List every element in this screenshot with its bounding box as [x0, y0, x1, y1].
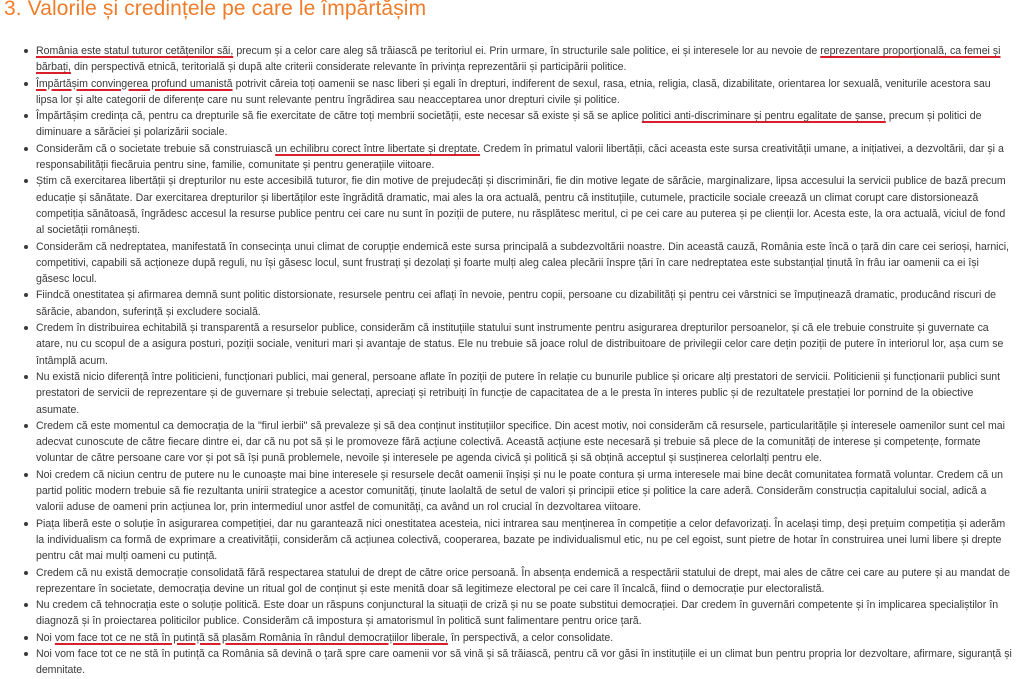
item-text: potrivit căreia toți oamenii se nasc liberi și egali în drepturi, indiferent de sexul, rasa, etnia, religia, clasă, dizabilitate, orientarea lor sexuală, veniturile acestora sau lipsa lor și alte categorii de diferențe care nu sunt relevante pentru îngrădirea sau neacceptarea unor drepturi civile și politice.: [36, 77, 991, 106]
item-text: Noi credem că niciun centru de putere nu le cunoaște mai bine interesele și resursele decât oamenii înșiși și nu le poate contura și urma interesele mai bine decât comunitatea formată voluntar. Credem că un partid politic modern trebuie să fie rezultanta unirii strategice a acestor comunități, ținute laolaltă de setul de valori și principii etice și politice la care aderă. Considerăm construcția capitalului social, adică a valorii aduse de oameni prin acțiunea lor, prin intermediul unor astfel de comunități, ca având un rol crucial în dezvoltarea viitoare.: [36, 468, 1003, 514]
item-text: precum și politici de diminuare a sărăciei și polarizării sociale.: [36, 110, 982, 139]
item-text: precum și a celor care aleg să trăiască pe teritoriul ei. Prin urmare, în structurile sale politice, ei și interesele lor au nevoie de: [233, 45, 821, 57]
underlined-phrase: România este statul tuturor cetățenilor săi,: [36, 45, 234, 57]
list-item: [20, 418, 1012, 467]
item-text: Considerăm că nedreptatea, manifestată în consecința unui climat de corupție endemică este sursa principală a subdezvoltării noastre. Din această cauză, România este încă o țară din care cei serioși, harnici, competitivi, capabili să acționeze după reguli, nu își găsesc locul, sunt frustrați și dezolați și foarte mulți aleg calea plecării înspre țări în care nedreptatea este substanțial ținută în frâu iar oamenii ca ei își găsesc locul.: [36, 240, 1009, 286]
underlined-phrase: Împărtășim convingerea profund umanistă: [36, 77, 233, 90]
list-item: [20, 141, 1012, 174]
list-item: [20, 369, 1012, 418]
item-text: în perspectivă, a celor consolidate.: [447, 631, 614, 644]
item-text: Considerăm că o societate trebuie să construiască: [36, 142, 276, 155]
underlined-phrase: politici anti-discriminare și pentru egalitate de șanse,: [641, 110, 886, 123]
item-text: Credem că nu există democrație consolidată fără respectarea statului de drept de către orice persoană. În absența endemică a respectării statului de drept, mai ales de către cei care au putere și au mandat de reprezentare în societate, democrația devine un ritual gol de conținut și este menită doar să legitimeze electoral pe cei care îl încalcă, fiind o democrație pur electoralistă.: [36, 566, 1010, 595]
list-item: [20, 287, 1012, 320]
item-text: Credem că este momentul ca democrația de la "firul ierbii" să prevaleze și să dea conținut instituțiilor specifice. Din acest motiv, noi considerăm că resursele, particularitățile și interesele oamenilor sunt cel mai adecvat cunoscute de către fiecare dintre ei, dar că nu pot să și le promoveze fără acțiune colectivă. Această acțiune este necesară și trebuie să plece de la comunități de interese și competențe, formate voluntar de către persoane care vor și pot să își pună problemele, nevoile și interesele pe agenda civică și politică și să obțină acceptul și susținerea celorlalți pentru ele.: [36, 419, 1005, 465]
item-text: Credem în distribuirea echitabilă și transparentă a resurselor publice, considerăm că instituțiile statului sunt instrumente pentru asigurarea drepturilor persoanelor, și că ele trebuie construite și guvernate ca atare, nu cu scopul de a asigura posturi, poziții sociale, venituri mari și avantaje de status. Ele nu trebuie să joace rolul de distribuitoare de privilegii celor care dețin poziții de putere în interiorul lor, așa cum se întâmplă acum.: [36, 322, 1004, 367]
page-title: 3. Valorile și credințele pe care le împărtășim: [4, 0, 427, 20]
list-item: [20, 108, 1012, 141]
item-text: Nu există nicio diferență între politicieni, funcționari publici, mai general, persoane aflate în poziții de putere în relație cu bunurile publice și oricare alți prestatori de servicii. Politicienii și funcționarii publici sunt prestatori de servicii de reprezentare și de guvernare și trebuie selectați, apreciați și retribuiți în funcție de capacitatea de a le presta în interes public și de rezultatele prestației lor pornind de la obiective asumate.: [36, 370, 1001, 416]
item-text: Noi vom face tot ce ne stă în putință ca România să devină o țară spre care oamenii vor să vină și să trăiască, pentru că vor găsi în instituțiile ei un climat bun pentru propria lor dezvoltare, afirmare, siguranță și demnitate.: [36, 647, 1012, 677]
list-item: [20, 239, 1012, 288]
list-item: [20, 565, 1012, 598]
item-text: Fiindcă onestitatea și afirmarea demnă sunt politic distorsionate, resursele pentru cei aflați în nevoie, pentru copii, persoane cu dizabilități și pentru cei vârstnici se împuținează dramatic, producând riscuri de sărăcie, abandon, suferință și excludere socială.: [36, 289, 997, 318]
underlined-phrase: un echilibru corect între libertate și dreptate.: [275, 142, 481, 155]
item-text: din perspectivă etnică, teritorială și după alte criterii considerate relevante în privința reprezentării și participării politice.: [70, 61, 627, 74]
list-item: [20, 173, 1012, 238]
item-text: Piața liberă este o soluție în asigurarea competiției, dar nu garantează nici onestitatea acesteia, nici intrarea sau menținerea în competiție a celor defavorizați. În același timp, deși prețuim competiția și aderăm la individualism ca formă de exprimare a creativității, considerăm că acțiunea colectivă, cooperarea, bazate pe individualismul etic, nu pe cel egoist, sunt pietre de hotar în construirea unei lumi libere și drepte pentru cât mai mulți oameni cu putință.: [36, 517, 1006, 563]
item-text: Nu credem că tehnocrația este o soluție politică. Este doar un răspuns conjunctural la situații de criză și nu se poate substitui democrației. Dar credem în guvernări competente și în implicarea specialiștilor în diagnoză și în proiectarea politicilor publice. Considerăm că impostura și amatorismul în politică sunt falimentare pentru orice țară.: [36, 599, 999, 628]
list-item: [20, 43, 1012, 76]
list-item: [20, 320, 1012, 369]
list-item: [20, 597, 1012, 630]
values-list: [20, 43, 1012, 679]
underlined-phrase: reprezentare proporțională, ca femei și bărbați,: [36, 45, 1001, 74]
item-text: Împărtășim credința că, pentru ca drepturile să fie exercitate de către toți membrii societății, este necesar să existe și să se aplice: [36, 110, 642, 123]
list-item: [20, 516, 1012, 565]
list-item: [20, 467, 1012, 516]
item-text: Noi: [36, 631, 55, 644]
item-text: Știm că exercitarea libertății și drepturilor nu este accesibilă tuturor, fie din motive de prejudecăți și discriminări, fie din motive legate de sărăcie, marginalizare, lipsa accesului la servicii publice de bază precum educație și sănătate. Dar exercitarea drepturilor și libertăților este îngrădită dramatic, mai ales la ora actuală, pentru că instituțiile, cutumele, practicile sociale creează un climat corupt care distorsionează competiția sănătoasă, îngrădesc accesul la resurse publice pentru cei care nu sunt în poziții de putere, nu răsplătesc meritul, ci pe cei care au puterea și pe clienții lor. Acesta este, la ora actuală, viciul de fond al societății românești.: [36, 175, 1006, 237]
item-text: Credem în primatul valorii libertății, căci aceasta este sursa creativității umane, a inițiativei, a dezvoltării, dar și a responsabilității fiecăruia pentru sine, familie, comunitate și pentru generațiile viitoare.: [36, 142, 1004, 172]
list-item: [20, 76, 1012, 109]
underlined-phrase: vom face tot ce ne stă în putință să plasăm România în rândul democrațiilor liberale,: [54, 631, 448, 644]
list-item: [20, 646, 1012, 679]
